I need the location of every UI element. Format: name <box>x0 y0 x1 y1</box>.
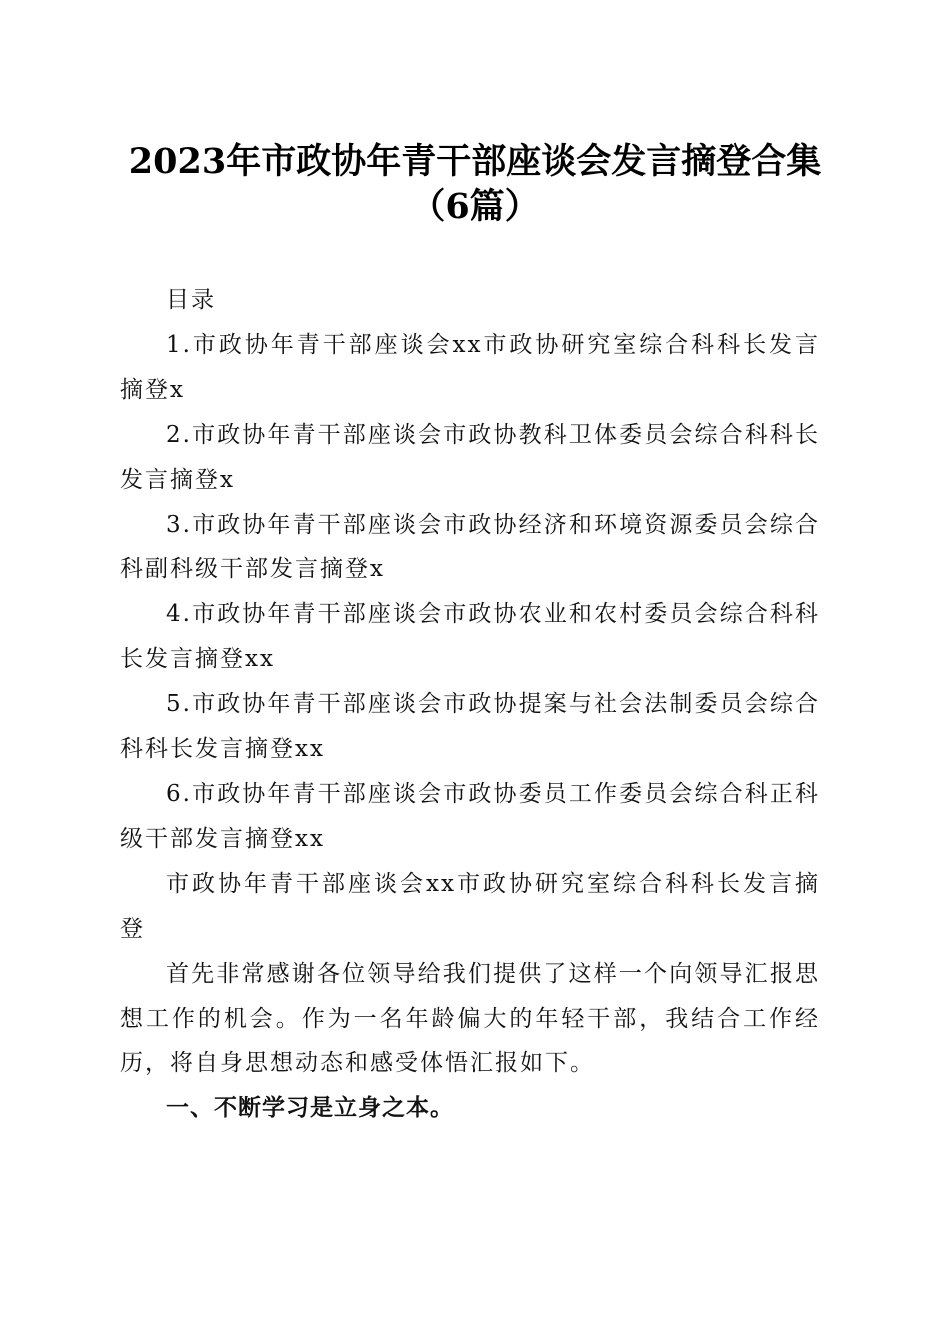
toc-item: 2.市政协年青干部座谈会市政协教科卫体委员会综合科科长发言摘登x <box>120 421 820 493</box>
section-title: 市政协年青干部座谈会xx市政协研究室综合科科长发言摘登 <box>120 870 820 942</box>
toc-item: 6.市政协年青干部座谈会市政协委员工作委员会综合科正科级干部发言摘登xx <box>120 780 820 852</box>
toc-heading: 目录 <box>166 287 216 313</box>
toc-item: 3.市政协年青干部座谈会市政协经济和环境资源委员会综合科副科级干部发言摘登x <box>120 511 820 583</box>
section-heading: 一、不断学习是立身之本。 <box>166 1094 454 1122</box>
toc-item: 4.市政协年青干部座谈会市政协农业和农村委员会综合科科长发言摘登xx <box>120 601 820 673</box>
document-title: 2023年市政协年青干部座谈会发言摘登合集 <box>128 141 822 182</box>
toc-item: 1.市政协年青干部座谈会xx市政协研究室综合科科长发言摘登x <box>120 331 820 403</box>
body-paragraph: 首先非常感谢各位领导给我们提供了这样一个向领导汇报思想工作的机会。作为一名年龄偏大的年轻干部，我结合工作经历，将自身思想动态和感受体悟汇报如下。 <box>120 960 820 1077</box>
document-body <box>120 278 820 1131</box>
document-subtitle: （6篇） <box>410 186 540 227</box>
toc-item: 5.市政协年青干部座谈会市政协提案与社会法制委员会综合科科长发言摘登xx <box>120 691 820 763</box>
